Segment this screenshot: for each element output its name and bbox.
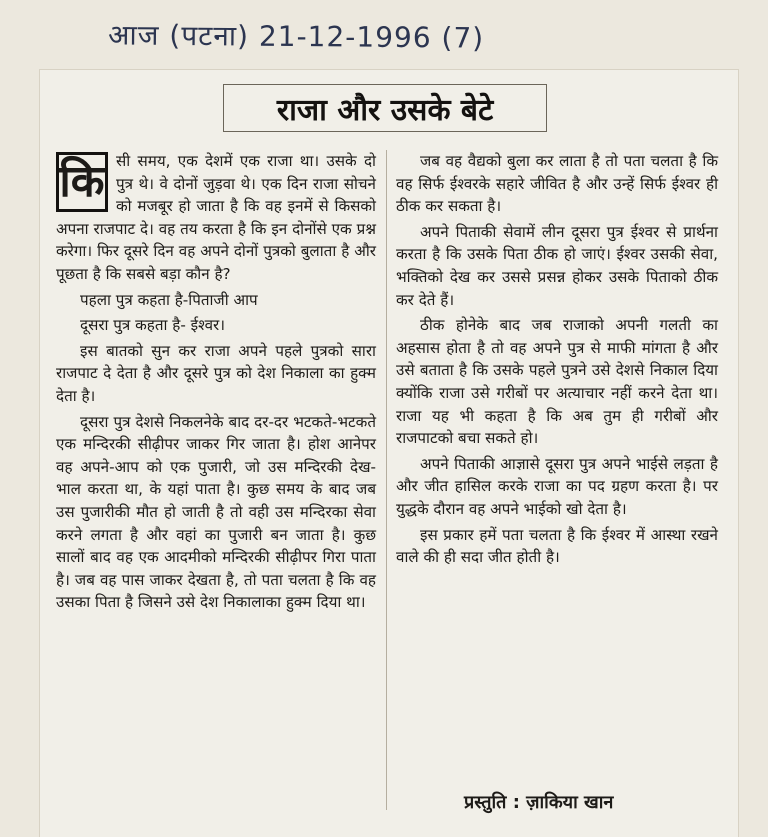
paragraph: दूसरा पुत्र देशसे निकलनेके बाद दर-दर भटकते-भटकते एक मन्दिरकी सीढ़ीपर जाकर गिर जाता है। होश आनेपर वह अपने-आप को एक पुजारी, जो उस मन्दिरकी देख-भाल करता था, के यहां पाता है। कुछ समय के बाद जब उस पुजारीकी मौत हो जाती है तो वही उस मन्दिरका सेवा करने लगता है और वहां का पुजारी बन जाता है। कुछ सालों बाद वह एक आदमीको मन्दिरकी सीढ़ीपर गिरा पाता है। जब वह पास जाकर देखता है, तो पता चलता है कि वह उसका पिता है जिसने उसे देश निकालाका हुक्म दिया था। bbox=[56, 412, 376, 612]
paragraph: अपने पिताकी आज्ञासे दूसरा पुत्र अपने भाईसे लड़ता है और जीत हासिल करके राजा का पद ग्रहण करता है। पर युद्धके दौरान वह अपने भाईको खो देता है। bbox=[396, 454, 718, 518]
paragraph: जब वह वैद्यको बुला कर लाता है तो पता चलता है कि वह सिर्फ ईश्वरके सहारे जीवित है और उन्हें सिर्फ ईश्वर ही ठीक कर सकता है। bbox=[396, 152, 718, 216]
article-byline: प्रस्तुति : ज़ाकिया खान bbox=[464, 792, 614, 813]
paragraph: पहला पुत्र कहता है-पिताजी आप bbox=[80, 290, 258, 309]
article-headline: राजा और उसके बेटे bbox=[223, 84, 547, 132]
paragraph: ठीक होनेके बाद जब राजाको अपनी गलती का अहसास होता है तो वह अपने पुत्र से माफी मांगता है और उसे बताता है कि उसके पहले पुत्रने उसे देशसे निकाल दिया क्योंकि राजा उसे गरीबों पर अत्याचार नहीं करने देता था। राजा यह भी कहता है कि अब तुम ही गरीबों और राजपाटको बचा सकते हो। bbox=[396, 316, 718, 448]
paragraph: इस बातको सुन कर राजा अपने पहले पुत्रको सारा राजपाट दे देता है और दूसरे पुत्र को देश निकाला का हुक्म देता है। bbox=[56, 341, 376, 405]
handwritten-date-note: आज (पटना) 21-12-1996 (7) bbox=[107, 18, 485, 55]
article-right-column bbox=[396, 150, 718, 572]
paragraph: दूसरा पुत्र कहता है- ईश्वर। bbox=[80, 316, 225, 335]
article-left-column bbox=[56, 150, 376, 617]
paragraph-opening bbox=[56, 150, 376, 286]
column-divider bbox=[386, 150, 387, 810]
paragraph-text: सी समय, एक देशमें एक राजा था। उसके दो पुत्र थे। वे दोनों जुड़वा थे। एक दिन राजा सोचने को मजबूर हो जाता है कि वह इनमें से किसको अपना राजपाट दे। वह तय करता है कि इन दोनोंसे एक प्रश्न करेगा। फिर दूसरे दिन वह अपने दोनों पुत्रको बुलाता है और पूछता है कि सबसे बड़ा कौन है? bbox=[56, 152, 376, 283]
paragraph: अपने पिताकी सेवामें लीन दूसरा पुत्र ईश्वर से प्रार्थना करता है कि उसके पिता ठीक हो जाएं। ईश्वर उसकी सेवा, भक्तिको देख कर उससे प्रसन्न होकर उसके पिताको ठीक कर देते हैं। bbox=[396, 222, 718, 309]
drop-cap: कि bbox=[56, 152, 108, 212]
paragraph: इस प्रकार हमें पता चलता है कि ईश्वर में आस्था रखने वाले की ही सदा जीत होती है। bbox=[396, 525, 718, 567]
